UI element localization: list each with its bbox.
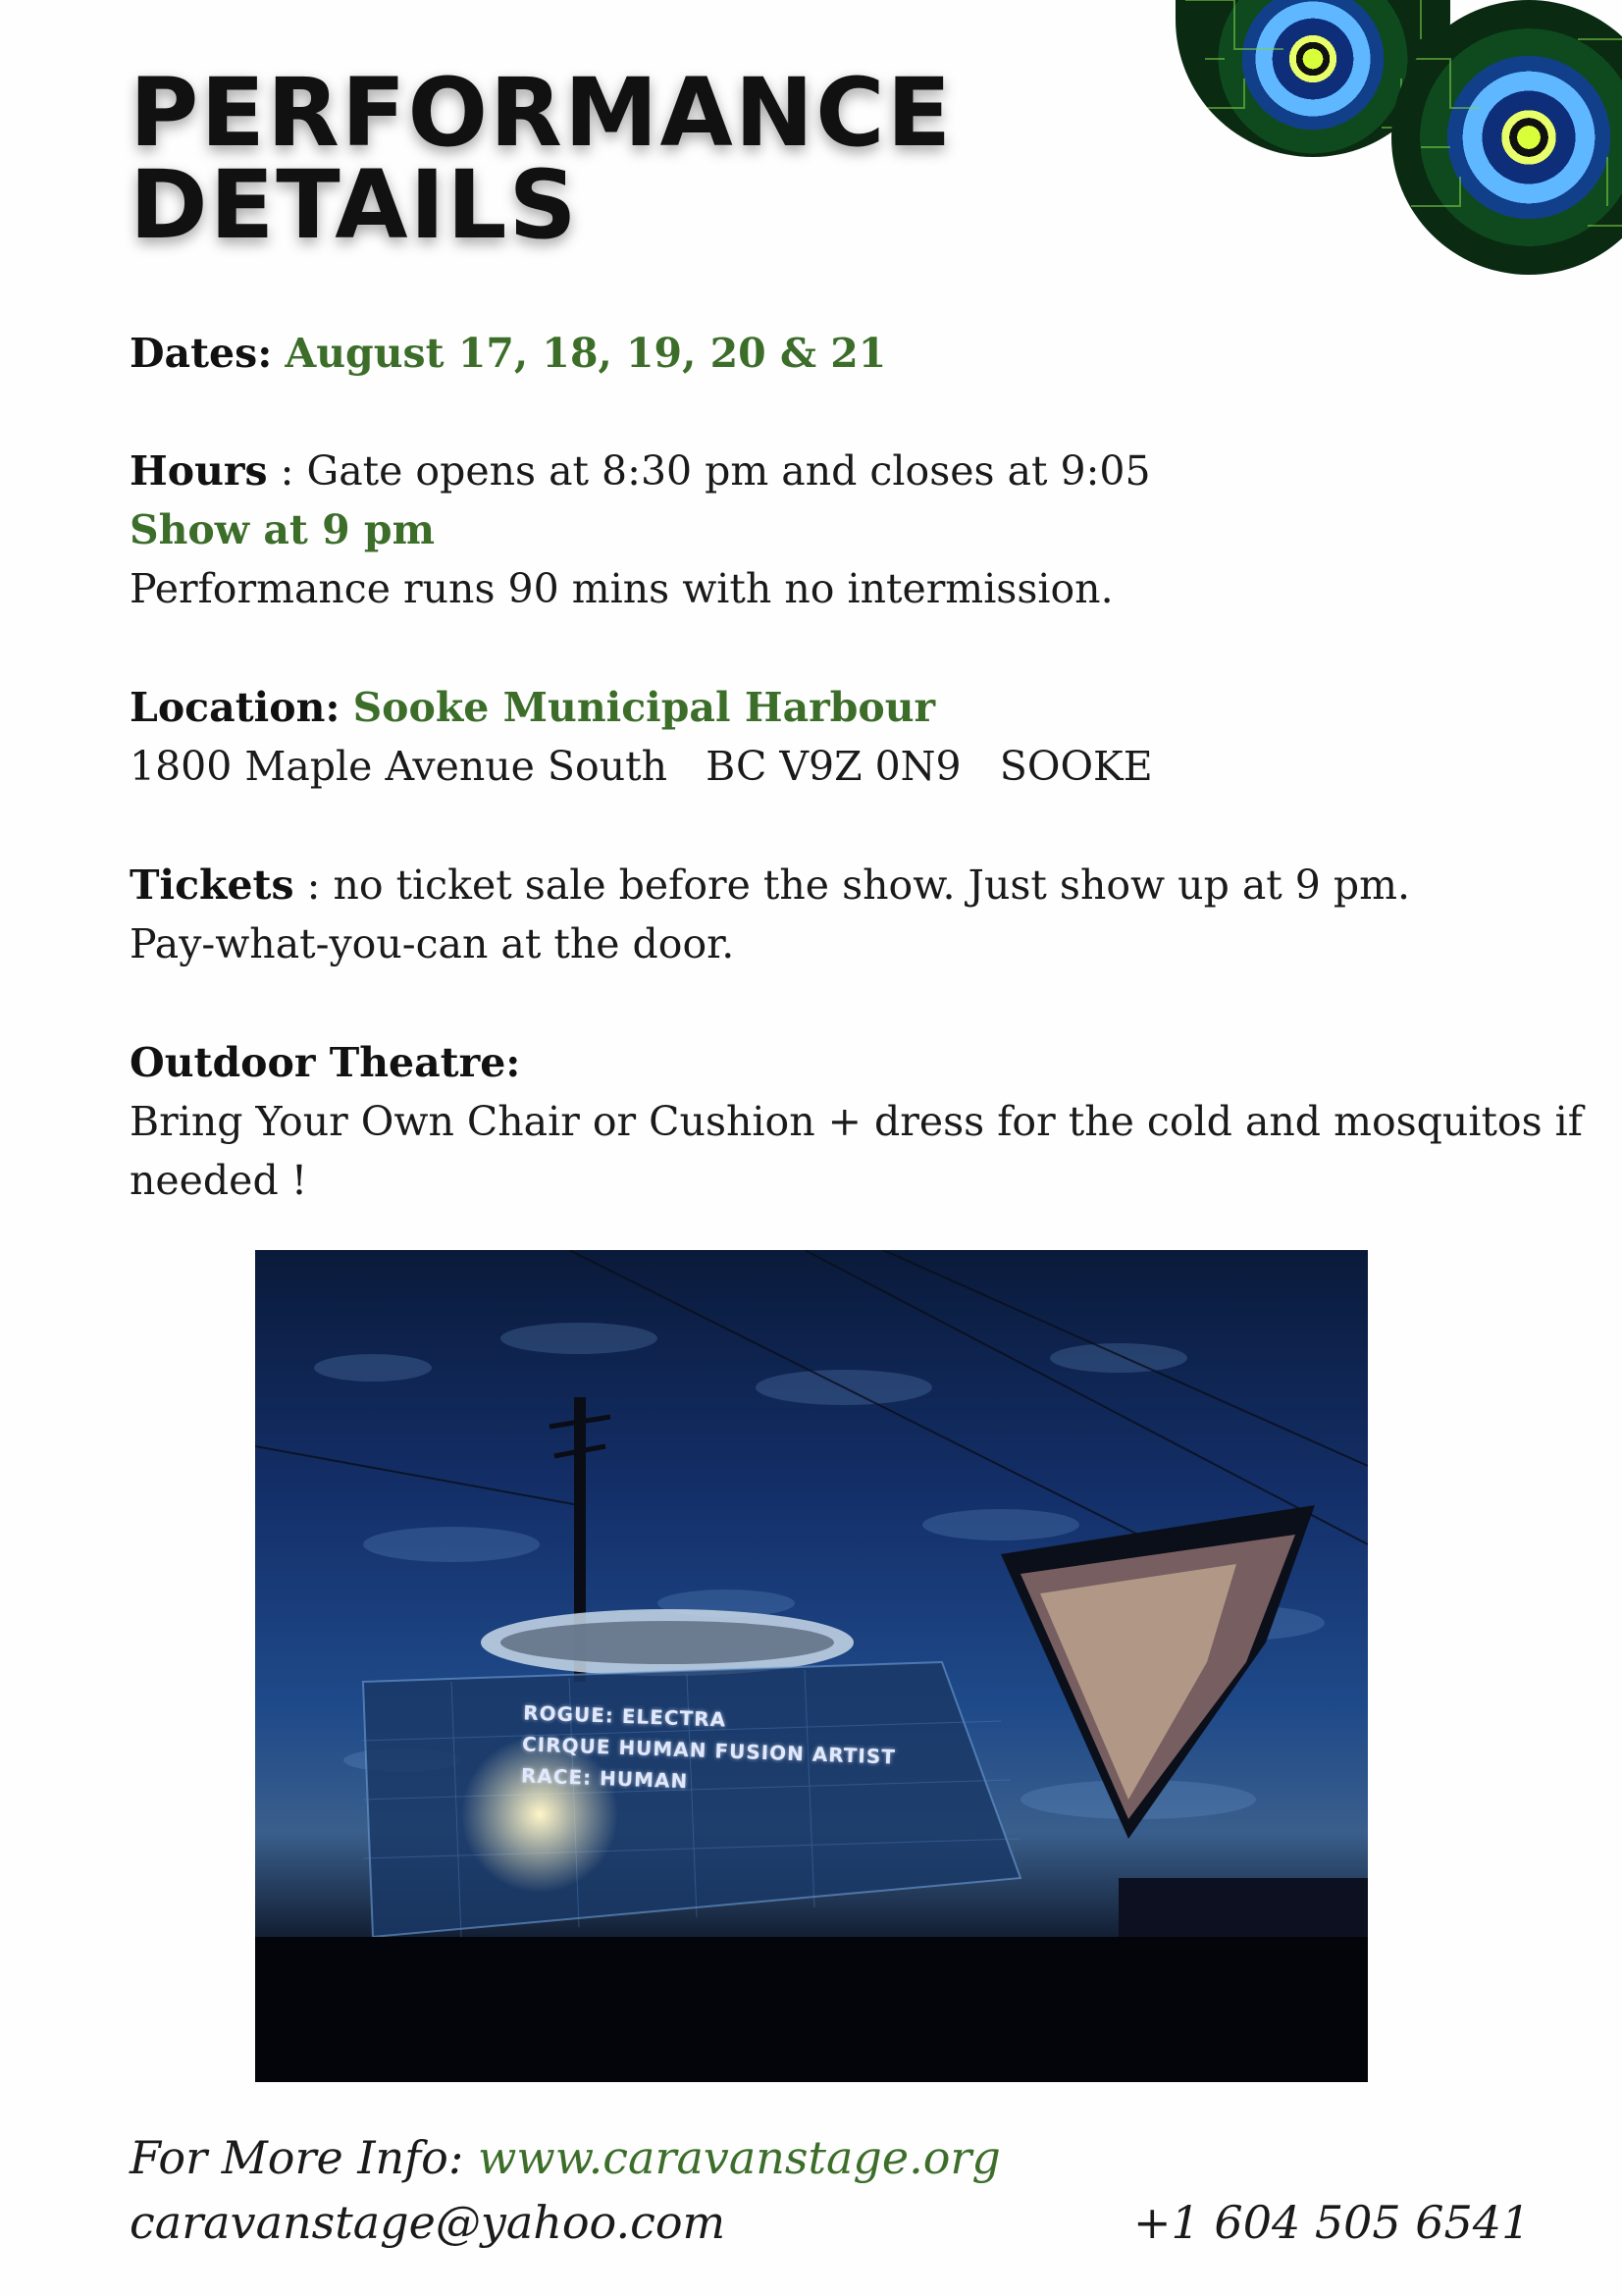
title-line-1: PERFORMANCE xyxy=(130,58,954,168)
hours-text: : Gate opens at 8:30 pm and closes at 9:05 xyxy=(267,447,1151,495)
hours-section xyxy=(130,442,1151,618)
location-address: 1800 Maple Avenue South BC V9Z 0N9 SOOKE xyxy=(130,743,1153,790)
dates-label: Dates: xyxy=(130,330,273,377)
stage-illustration xyxy=(255,1250,1368,2082)
runtime-text: Performance runs 90 mins with no intermission. xyxy=(130,565,1114,612)
tickets-section xyxy=(130,856,1410,973)
hours-label: Hours xyxy=(130,447,268,495)
tickets-label: Tickets xyxy=(130,861,294,909)
projection-line: RACE: HUMAN xyxy=(520,1763,689,1794)
circuit-pattern-icon xyxy=(1391,0,1622,275)
outdoor-label: Outdoor Theatre: xyxy=(130,1039,521,1086)
email-text[interactable]: caravanstage@yahoo.com xyxy=(130,2196,726,2249)
location-section xyxy=(130,678,1153,796)
outdoor-line-2: needed ! xyxy=(130,1157,308,1204)
show-time: Show at 9 pm xyxy=(130,506,435,553)
footer-label: For More Info: xyxy=(130,2131,464,2184)
website-link[interactable]: www.caravanstage.org xyxy=(477,2131,1001,2184)
title-line-2: DETAILS xyxy=(130,150,579,260)
projection-text xyxy=(520,1696,897,1803)
outdoor-line-1: Bring Your Own Chair or Cushion + dress for the cold and mosquitos if xyxy=(130,1098,1583,1145)
phone-number: +1 604 505 6541 xyxy=(1133,2196,1531,2249)
dates-value: August 17, 18, 19, 20 & 21 xyxy=(285,330,887,377)
location-label: Location: xyxy=(130,684,340,731)
projection-line: CIRQUE HUMAN FUSION ARTIST xyxy=(521,1732,897,1769)
dates-section xyxy=(130,324,886,383)
performance-photo xyxy=(255,1250,1368,2082)
outdoor-section xyxy=(130,1033,1583,1210)
page-title xyxy=(130,58,954,260)
tickets-text: : no ticket sale before the show. Just show up at 9 pm. xyxy=(293,861,1411,909)
projection-line: ROGUE: ELECTRA xyxy=(522,1700,727,1732)
eye-decoration-right xyxy=(1391,0,1622,275)
footer xyxy=(130,2125,1001,2255)
location-venue: Sooke Municipal Harbour xyxy=(352,684,936,731)
tickets-line-2: Pay-what-you-can at the door. xyxy=(130,920,735,967)
